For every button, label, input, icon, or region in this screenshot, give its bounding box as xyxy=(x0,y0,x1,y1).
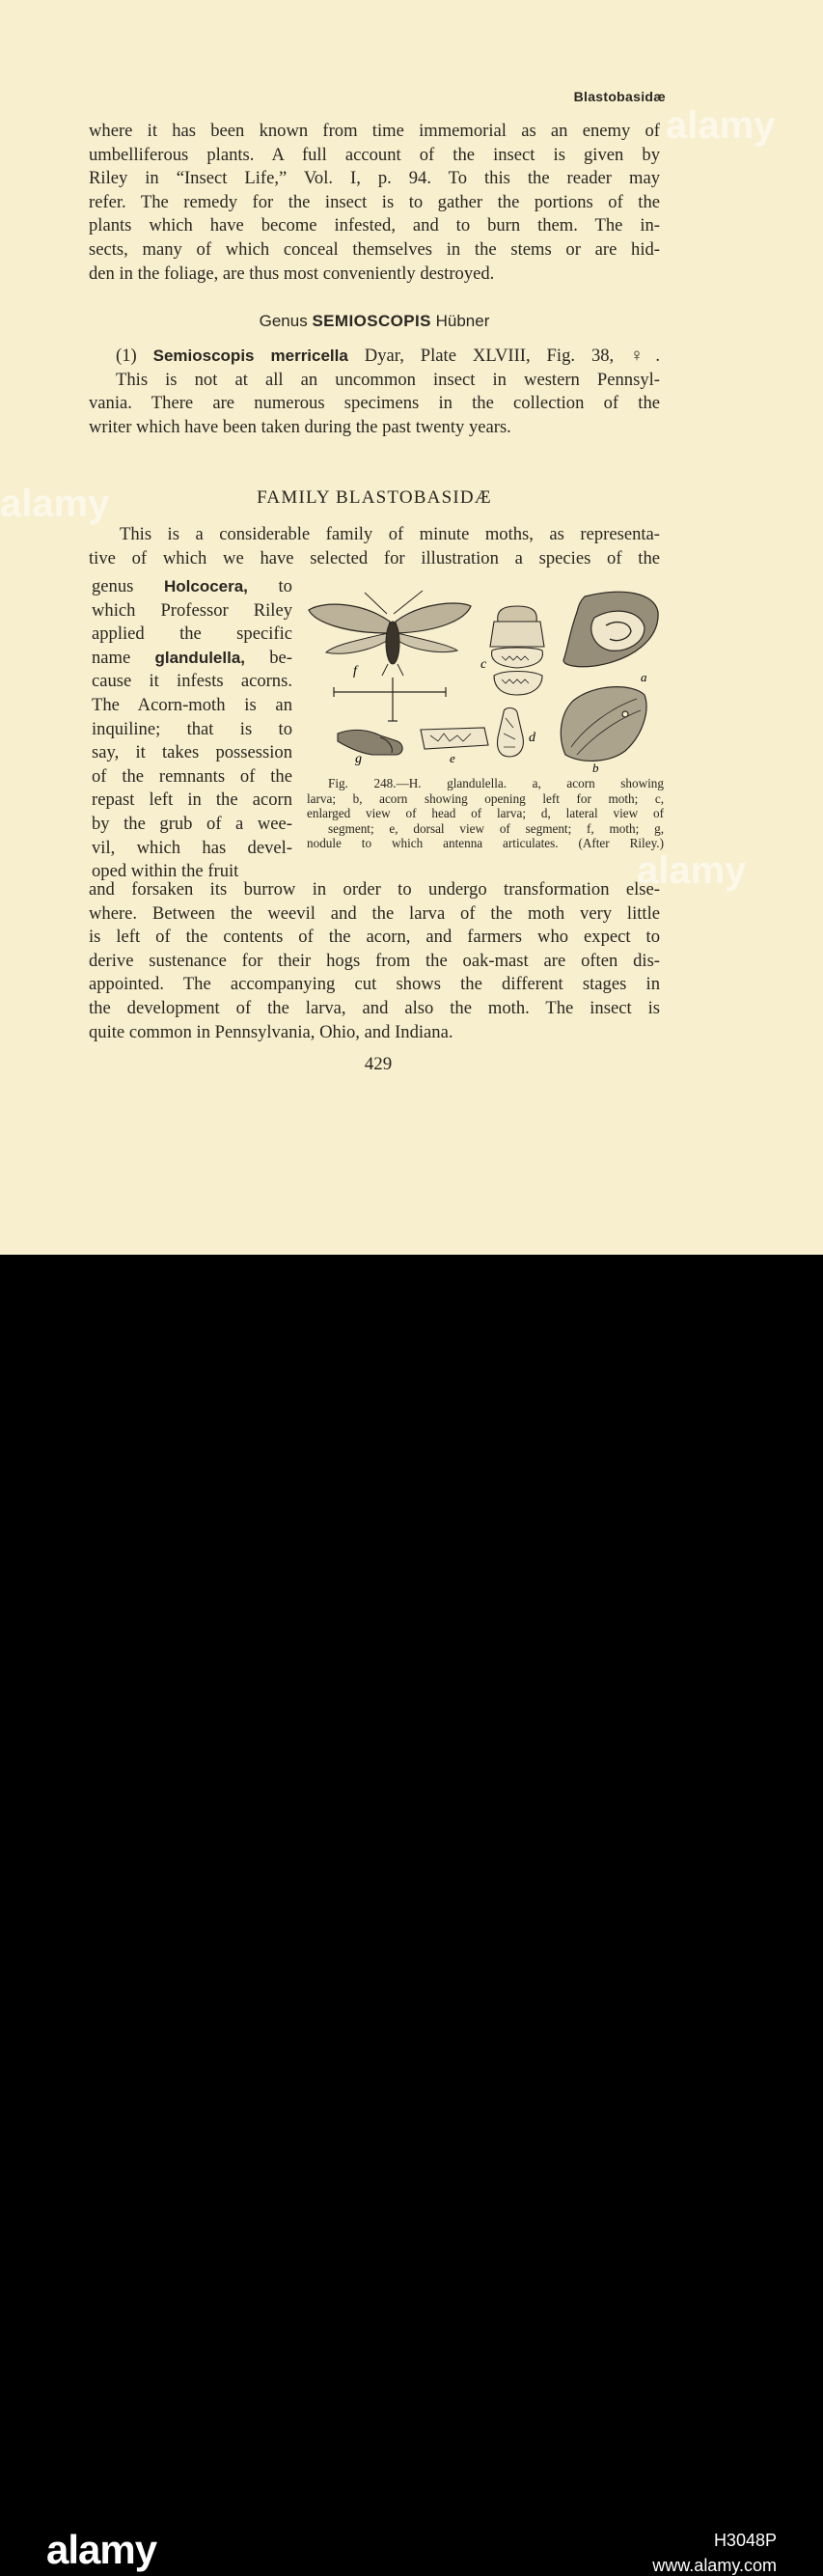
dorsal-segment-illustration xyxy=(421,728,488,749)
text-line xyxy=(92,647,292,671)
text-line: appointed. The accompanying cut shows the different stages in xyxy=(89,974,660,995)
family-paragraph-wrap xyxy=(92,575,292,884)
text-line: the development of the larva, and also the moth. The insect is xyxy=(89,997,660,1018)
text-line: where. Between the weevil and the larva of the moth very little xyxy=(89,902,660,924)
caption-line: nodule to which antenna articulates. (After Riley.) xyxy=(307,836,664,851)
label-g: g xyxy=(355,752,362,766)
genus-holcocera: Holcocera, xyxy=(163,577,248,596)
lateral-segment-illustration xyxy=(498,708,524,758)
image-id: H3048P xyxy=(713,2531,777,2550)
watermark-tile: alamy xyxy=(637,849,747,892)
text-line: cause it infests acorns. xyxy=(92,671,292,692)
text-line: writer which have been taken during the past twenty years. xyxy=(89,416,511,437)
label-f: f xyxy=(353,664,357,679)
text-line: vil, which has devel- xyxy=(92,837,292,858)
text-line: This is a considerable family of minute moths, as representa- xyxy=(120,524,660,544)
text-line: den in the foliage, are thus most conveniently destroyed. xyxy=(89,263,495,284)
acorn-with-larva-illustration xyxy=(563,592,658,667)
family-heading: FAMILY BLASTOBASIDÆ xyxy=(257,487,492,508)
text-line: The Acorn-moth is an xyxy=(92,694,292,715)
figure-caption xyxy=(307,776,664,851)
alamy-logo: alamy xyxy=(46,2527,157,2572)
text-line: oped within the fruit xyxy=(92,861,239,882)
running-head: Blastobasidæ xyxy=(573,89,666,104)
text-line: vania. There are numerous specimens in the collection of the xyxy=(89,393,660,414)
text-line: inquiline; that is to xyxy=(92,718,292,739)
label-c: c xyxy=(480,657,487,672)
antenna-nodule-illustration xyxy=(338,730,402,755)
text-line: and forsaken its burrow in order to undergo transformation else- xyxy=(89,879,660,900)
label-e: e xyxy=(450,751,455,765)
watermark-footer xyxy=(0,1255,823,2575)
species-number: (1) xyxy=(116,346,137,366)
species-first-line xyxy=(89,345,660,369)
text-line: quite common in Pennsylvania, Ohio, and Indiana. xyxy=(89,1021,453,1042)
genus-prefix: Genus xyxy=(259,312,308,330)
family-paragraph-bottom xyxy=(89,878,660,1044)
larva-head-illustration xyxy=(490,606,544,695)
text-line: by the grub of a wee- xyxy=(92,813,292,834)
label-a: a xyxy=(641,670,647,684)
caption-line: Fig. 248.—H. glandulella. a, acorn showing xyxy=(328,776,664,790)
text-line: applied the specific xyxy=(92,623,292,645)
site-url: www.alamy.com xyxy=(652,2556,777,2575)
text-line: umbelliferous plants. A full account of the insect is given by xyxy=(89,144,660,165)
family-paragraph-top xyxy=(89,523,660,570)
text-line: sects, many of which conceal themselves in the stems or are hid- xyxy=(89,238,660,260)
text-line: plants which have become infested, and to burn them. The in- xyxy=(89,215,660,236)
moth-illustration xyxy=(309,591,471,721)
text-line: derive sustenance for their hogs from the oak-mast are often dis- xyxy=(89,950,660,971)
acorn-with-opening-illustration xyxy=(561,687,646,762)
intro-paragraph xyxy=(89,120,660,286)
text-line: Riley in “Insect Life,” Vol. I, p. 94. To this the reader may xyxy=(89,168,660,189)
text-line: This is not at all an uncommon insect in western Pennsyl- xyxy=(116,369,660,390)
watermark-tile: alamy xyxy=(666,104,776,147)
species-entry xyxy=(89,345,660,439)
book-page xyxy=(0,0,823,1255)
text-line: of the remnants of the xyxy=(92,765,292,787)
acorn-moth-figure xyxy=(305,583,664,776)
text-line: which Professor Riley xyxy=(92,599,292,621)
text-line: say, it takes possession xyxy=(92,742,292,763)
word: genus xyxy=(92,576,134,596)
label-b: b xyxy=(592,761,599,775)
text-line: is left of the contents of the acorn, and farmers who expect to xyxy=(89,927,660,948)
caption-line: enlarged view of head of larva; d, lateral view of xyxy=(307,806,664,821)
word: name xyxy=(92,647,131,668)
watermark-tile: alamy xyxy=(0,483,110,525)
text-line: repast left in the acorn xyxy=(92,789,292,811)
species-glandulella: glandulella, xyxy=(154,648,246,667)
text-line: refer. The remedy for the insect is to gather the portions of the xyxy=(89,191,660,212)
species-name: Semioscopis merricella xyxy=(152,346,348,365)
caption-line: segment; e, dorsal view of segment; f, moth; g, xyxy=(328,820,664,836)
text-line xyxy=(92,575,292,599)
caption-line: larva; b, acorn showing opening left for moth; c, xyxy=(307,790,664,806)
word: to xyxy=(278,576,292,596)
text-line: where it has been known from time immemorial as an enemy of xyxy=(89,121,660,141)
page-number: 429 xyxy=(364,1054,393,1074)
genus-heading xyxy=(89,312,660,331)
text-line: tive of which we have selected for illustration a species of the xyxy=(89,547,660,568)
genus-author: Hübner xyxy=(435,312,490,330)
label-d: d xyxy=(529,731,535,745)
word: be- xyxy=(269,647,292,668)
species-ref: Dyar, Plate XLVIII, Fig. 38, ♀. xyxy=(364,346,660,366)
genus-name: SEMIOSCOPIS xyxy=(312,312,431,330)
